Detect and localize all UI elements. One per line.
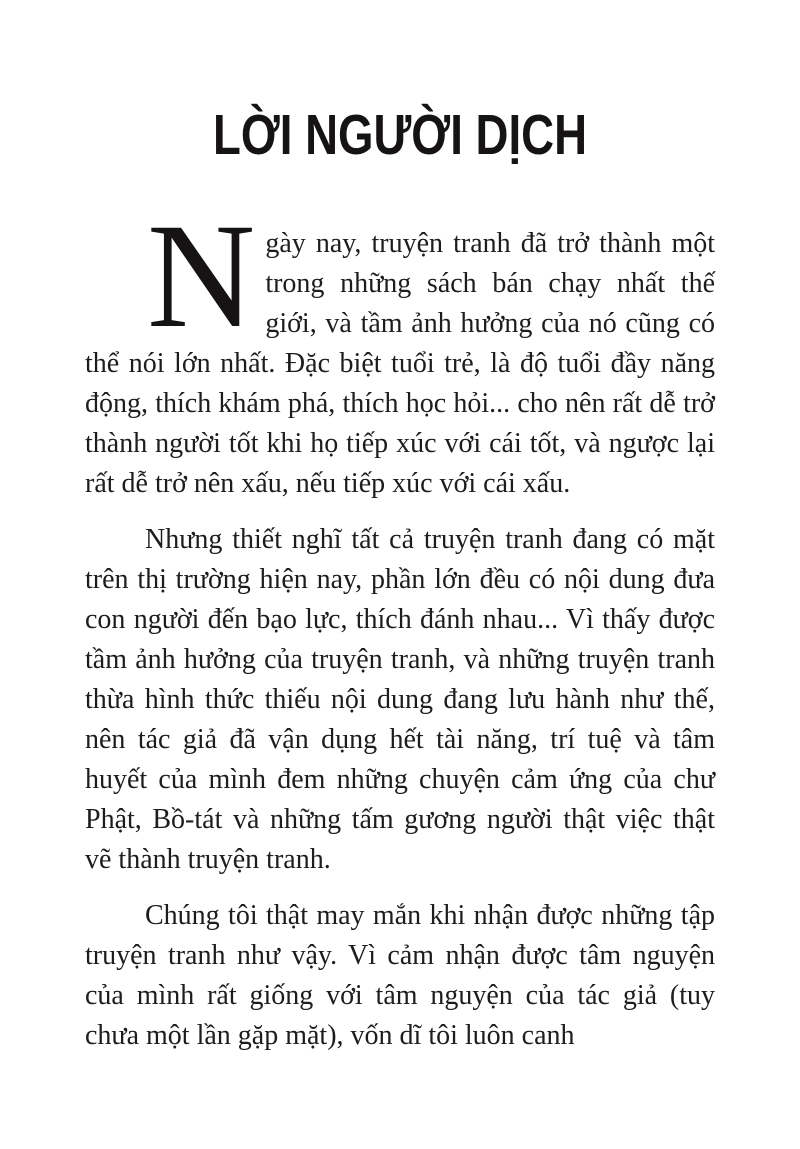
- paragraph-text: gày nay, truyện tranh đã trở thành một trong những sách bán chạy nhất thế giới, và tầm ảnh hưởng của nó cũng có thể nói lớn nhất. Đặc biệt tuổi trẻ, là độ tuổi đầy năng động, thích khám phá, thích học hỏi... cho nên rất dễ trở thành người tốt khi họ tiếp xúc với cái tốt, và ngược lại rất dễ trở nên xấu, nếu tiếp xúc với cái xấu.: [85, 228, 715, 499]
- page-title: LỜI NGƯỜI DỊCH: [212, 103, 588, 167]
- body-text: [85, 193, 715, 1056]
- paragraph: Chúng tôi thật may mắn khi nhận được những tập truyện tranh như vậy. Vì cảm nhận được tâm nguyện của mình rất giống với tâm nguyện của tác giả (tuy chưa một lần gặp mặt), vốn dĩ tôi luôn canh: [85, 900, 715, 1051]
- paragraph: [85, 193, 715, 504]
- drop-cap: N: [147, 193, 256, 359]
- paragraph: Nhưng thiết nghĩ tất cả truyện tranh đang có mặt trên thị trường hiện nay, phần lớn đều có nội dung đưa con người đến bạo lực, thích đánh nhau... Vì thấy được tầm ảnh hưởng của truyện tranh, và những truyện tranh thừa hình thức thiếu nội dung đang lưu hành như thế, nên tác giả đã vận dụng hết tài năng, trí tuệ và tâm huyết của mình đem những chuyện cảm ứng của chư Phật, Bồ-tát và những tấm gương người thật việc thật vẽ thành truyện tranh.: [85, 524, 715, 875]
